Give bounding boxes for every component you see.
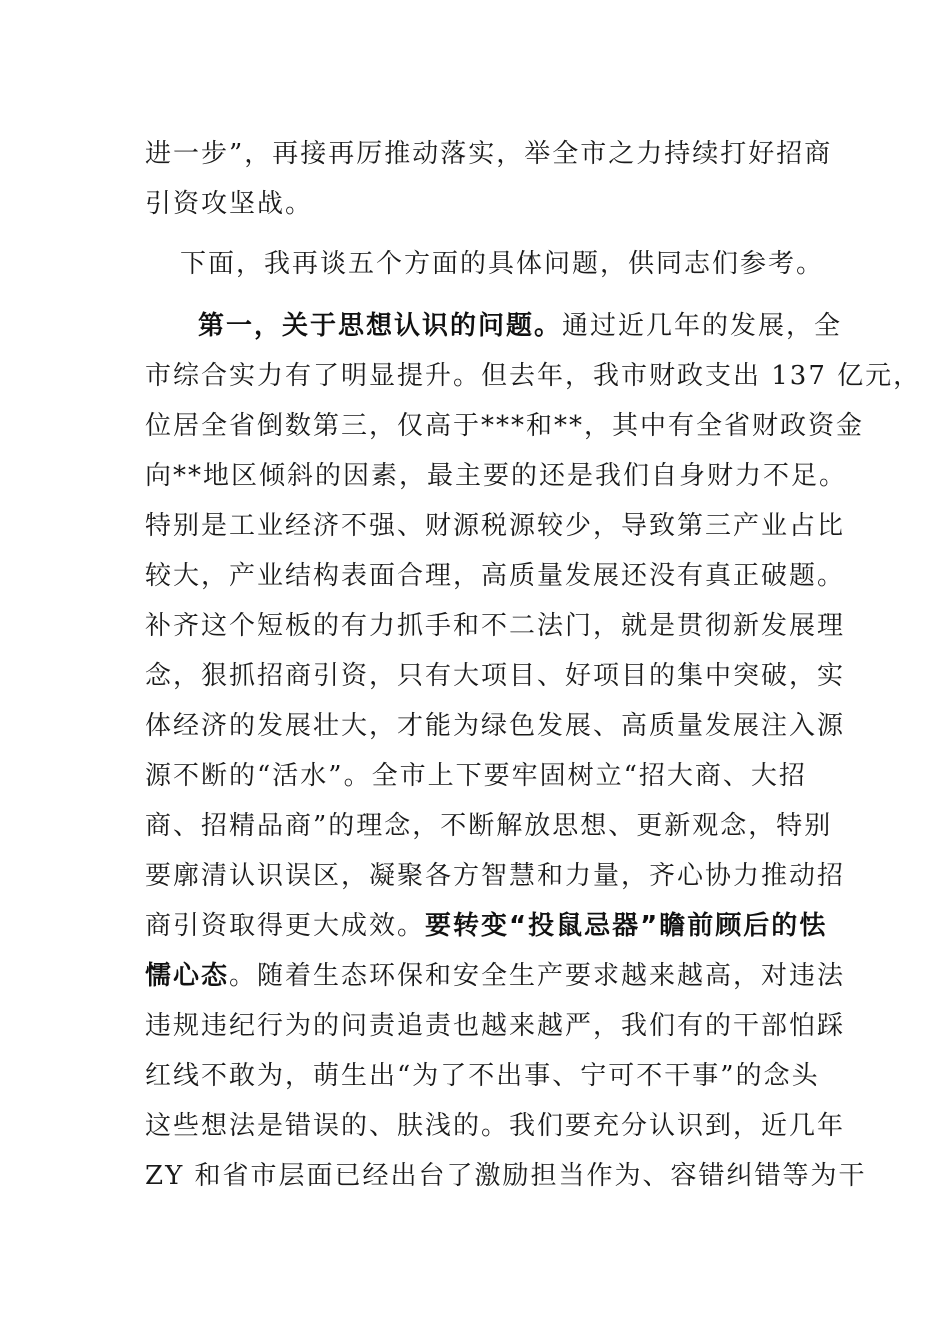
- paragraph-line: [145, 456, 848, 496]
- text-span: 要廓清认识误区，凝聚各方智慧和力量，齐心协力推动招: [145, 861, 846, 891]
- text-span: 补齐这个短板的有力抓手和不二法门，就是贯彻新发展理: [145, 611, 846, 641]
- paragraph-line: [145, 956, 846, 996]
- paragraph-line: [145, 356, 922, 396]
- paragraph-line: [145, 706, 846, 746]
- section-heading: 第一，关于思想认识的问题。: [198, 311, 563, 341]
- paragraph-line: [145, 406, 865, 446]
- paragraph-line: [145, 506, 846, 546]
- text-span: 商、招精品商”的理念，不断解放思想、更新观念，特别: [145, 811, 833, 841]
- text-span: 位居全省倒数第三，仅高于***和**，其中有全省财政资金: [145, 411, 865, 441]
- paragraph-line: [145, 1156, 867, 1196]
- emphasis-heading: 懦心态: [145, 961, 230, 991]
- text-span: 向**地区倾斜的因素，最主要的还是我们自身财力不足。: [145, 461, 848, 491]
- paragraph-line: [145, 184, 810, 224]
- paragraph-line: [180, 244, 845, 284]
- paragraph-line: [145, 856, 846, 896]
- paragraph-line: [198, 306, 863, 346]
- paragraph-line: [145, 806, 833, 846]
- text-span: 红线不敢为，萌生出“为了不出事、宁可不干事”的念头: [145, 1061, 820, 1091]
- paragraph-line: [145, 756, 810, 796]
- paragraph-line: [145, 906, 828, 946]
- text-span: 市综合实力有了明显提升。但去年，我市财政支出 137 亿元，: [145, 361, 922, 391]
- text-span: 商引资取得更大成效。: [145, 911, 426, 941]
- text-span: 较大，产业结构表面合理，高质量发展还没有真正破题。: [145, 561, 846, 591]
- text-span: 引资攻坚战。: [145, 189, 314, 219]
- paragraph-line: [145, 606, 846, 646]
- text-span: 特别是工业经济不强、财源税源较少，导致第三产业占比: [145, 511, 846, 541]
- text-span: 通过近几年的发展，全: [562, 311, 843, 341]
- text-span: ZY 和省市层面已经出台了激励担当作为、容错纠错等为干: [145, 1161, 867, 1191]
- paragraph-line: [145, 656, 846, 696]
- text-span: 进一步”，再接再厉推动落实，举全市之力持续打好招商: [145, 139, 833, 169]
- text-span: 体经济的发展壮大，才能为绿色发展、高质量发展注入源: [145, 711, 846, 741]
- text-span: 违规违纪行为的问责追责也越来越严，我们有的干部怕踩: [145, 1011, 846, 1041]
- text-span: 这些想法是错误的、肤浅的。我们要充分认识到，近几年: [145, 1111, 846, 1141]
- paragraph-line: [145, 134, 833, 174]
- text-span: 。随着生态环保和安全生产要求越来越高，对违法: [229, 961, 846, 991]
- text-span: 源不断的“活水”。全市上下要牢固树立“招大商、大招: [145, 761, 807, 791]
- paragraph-line: [145, 1106, 846, 1146]
- paragraph-line: [145, 1006, 846, 1046]
- paragraph-line: [145, 1056, 820, 1096]
- emphasis-heading: 要转变“投鼠忌器”瞻前顾后的怯: [425, 911, 828, 941]
- paragraph-line: [145, 556, 846, 596]
- text-span: 念，狠抓招商引资，只有大项目、好项目的集中突破，实: [145, 661, 846, 691]
- text-span: 下面，我再谈五个方面的具体问题，供同志们参考。: [180, 249, 825, 279]
